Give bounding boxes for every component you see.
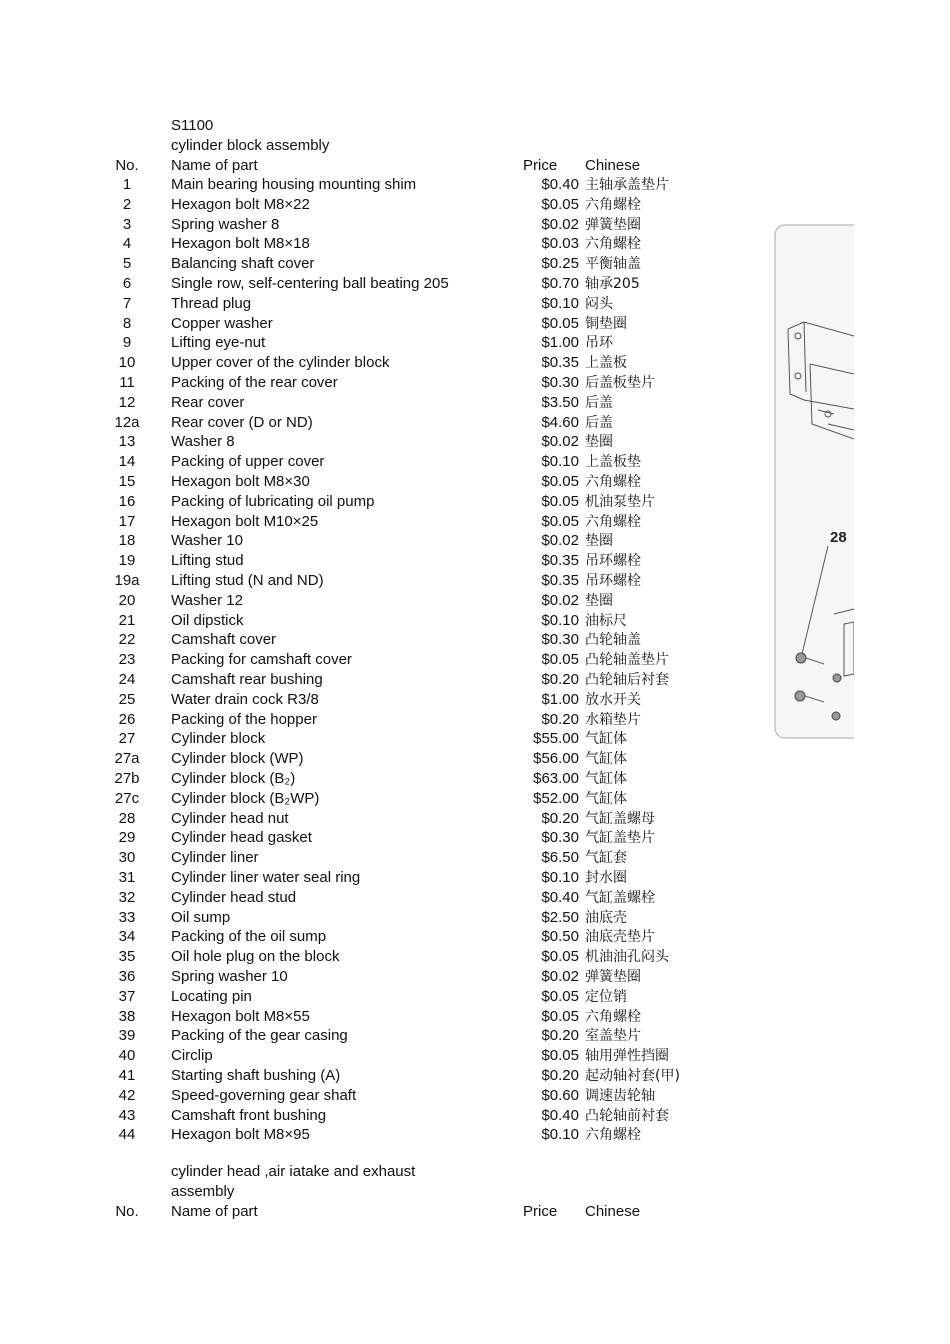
part-price: $0.70: [541, 275, 579, 292]
part-name: Spring washer 8: [171, 216, 280, 233]
part-chinese-name: 垫圈: [585, 593, 613, 609]
part-number: 19a: [114, 572, 140, 589]
part-price: $0.50: [541, 928, 579, 945]
part-chinese-name: 定位销: [585, 989, 627, 1005]
part-number: 23: [118, 651, 136, 668]
part-chinese-name: 气缸盖垫片: [585, 830, 655, 846]
part-name: Hexagon bolt M8×22: [171, 196, 310, 213]
part-number: 19: [118, 552, 136, 569]
header-name: Name of part: [171, 157, 258, 174]
part-number: 40: [118, 1047, 136, 1064]
part-number: 9: [122, 334, 132, 351]
part-price: $0.10: [541, 612, 579, 629]
part-price: $0.60: [541, 1087, 579, 1104]
part-chinese-name: 六角螺栓: [585, 474, 641, 490]
section2-header-price: Price: [523, 1203, 558, 1220]
part-chinese-name: 弹簧垫圈: [585, 969, 641, 985]
model-title: S1100: [171, 117, 214, 134]
part-name: Cylinder head stud: [171, 889, 297, 906]
part-number: 14: [118, 453, 136, 470]
part-number: 17: [118, 513, 136, 530]
part-name: Cylinder block (WP): [171, 750, 304, 767]
part-price: $0.20: [541, 711, 579, 728]
part-name: Packing of lubricating oil pump: [171, 493, 375, 510]
part-number: 42: [118, 1087, 136, 1104]
part-chinese-name: 气缸套: [585, 850, 627, 866]
part-name: Speed-governing gear shaft: [171, 1087, 357, 1104]
part-price: $0.20: [541, 810, 579, 827]
part-name: Upper cover of the cylinder block: [171, 354, 390, 371]
part-chinese-name: 气缸盖螺栓: [585, 890, 655, 906]
part-price: $0.25: [541, 255, 579, 272]
part-chinese-name: 机油泵垫片: [585, 494, 655, 510]
part-chinese-name: 凸轮轴盖: [585, 632, 641, 648]
section2-title-line2: assembly: [171, 1183, 235, 1200]
part-number: 43: [118, 1107, 136, 1124]
part-chinese-name: 起动轴衬套(甲): [585, 1068, 680, 1084]
part-chinese-name: 六角螺栓: [585, 236, 641, 252]
part-price: $0.30: [541, 374, 579, 391]
part-chinese-name: 气缸体: [585, 751, 627, 767]
part-chinese-name: 气缸盖螺母: [585, 811, 655, 827]
part-number: 12a: [114, 414, 140, 431]
part-number: 39: [118, 1027, 136, 1044]
part-chinese-name: 室盖垫片: [585, 1028, 641, 1044]
part-chinese-name: 油标尺: [585, 613, 627, 629]
part-price: $0.05: [541, 1008, 579, 1025]
part-number: 15: [118, 473, 136, 490]
part-name: Cylinder head nut: [171, 810, 289, 827]
part-number: 18: [118, 532, 136, 549]
part-chinese-name: 闷头: [585, 296, 613, 312]
part-number: 7: [122, 295, 132, 312]
part-chinese-name: 吊环螺栓: [585, 553, 641, 569]
part-number: 35: [118, 948, 136, 965]
part-number: 13: [118, 433, 136, 450]
part-number: 37: [118, 988, 136, 1005]
part-number: 28: [118, 810, 136, 827]
part-number: 44: [118, 1126, 136, 1143]
part-name: Packing of the rear cover: [171, 374, 338, 391]
part-name: Packing of the oil sump: [171, 928, 327, 945]
part-number: 32: [118, 889, 136, 906]
part-price: $0.05: [541, 948, 579, 965]
section2-header-no: No.: [115, 1203, 139, 1220]
part-price: $55.00: [533, 730, 579, 747]
part-name: Camshaft cover: [171, 631, 277, 648]
exploded-parts-diagram: [774, 224, 854, 739]
part-price: $0.40: [541, 176, 579, 193]
part-price: $0.05: [541, 1047, 579, 1064]
part-name: Balancing shaft cover: [171, 255, 315, 272]
part-chinese-name: 平衡轴盖: [585, 256, 641, 272]
part-number: 20: [118, 592, 136, 609]
part-number: 27b: [114, 770, 140, 787]
part-chinese-name: 凸轮轴盖垫片: [585, 652, 669, 668]
section2-title-line1: cylinder head ,air iatake and exhaust: [171, 1163, 416, 1180]
part-name: Camshaft rear bushing: [171, 671, 323, 688]
part-chinese-name: 后盖: [585, 415, 613, 431]
part-chinese-name: 气缸体: [585, 771, 627, 787]
part-name: Washer 10: [171, 532, 243, 549]
part-number: 27a: [114, 750, 140, 767]
part-price: $0.05: [541, 196, 579, 213]
section2-header-name: Name of part: [171, 1203, 258, 1220]
part-chinese-name: 吊环: [585, 335, 613, 351]
part-name: Washer 12: [171, 592, 243, 609]
part-name: Cylinder liner: [171, 849, 259, 866]
part-chinese-name: 六角螺栓: [585, 1009, 641, 1025]
part-chinese-name: 后盖板垫片: [585, 375, 655, 391]
part-price: $0.40: [541, 1107, 579, 1124]
part-number: 41: [118, 1067, 136, 1084]
part-number: 16: [118, 493, 136, 510]
part-price: $0.30: [541, 631, 579, 648]
part-number: 38: [118, 1008, 136, 1025]
part-number: 3: [122, 216, 132, 233]
part-chinese-name: 机油油孔闷头: [585, 949, 669, 965]
part-name: Cylinder block: [171, 730, 266, 747]
part-price: $1.00: [541, 334, 579, 351]
part-price: $0.20: [541, 1027, 579, 1044]
part-chinese-name: 凸轮轴后衬套: [585, 672, 669, 688]
part-name: Oil dipstick: [171, 612, 244, 629]
part-chinese-name: 封水圈: [585, 870, 627, 886]
part-number: 22: [118, 631, 136, 648]
part-number: 30: [118, 849, 136, 866]
part-chinese-name: 水箱垫片: [585, 712, 641, 728]
part-name: Packing for camshaft cover: [171, 651, 352, 668]
part-price: $0.20: [541, 671, 579, 688]
part-price: $0.02: [541, 216, 579, 233]
part-price: $2.50: [541, 909, 579, 926]
part-chinese-name: 调速齿轮轴: [585, 1088, 655, 1104]
part-chinese-name: 垫圈: [585, 533, 613, 549]
part-price: $0.35: [541, 572, 579, 589]
part-name: Hexagon bolt M10×25: [171, 513, 319, 530]
part-number: 27c: [114, 790, 140, 807]
part-chinese-name: 轴承205: [585, 276, 640, 292]
part-price: $0.03: [541, 235, 579, 252]
part-chinese-name: 气缸体: [585, 791, 627, 807]
part-name: Circlip: [171, 1047, 213, 1064]
part-price: $0.30: [541, 829, 579, 846]
part-price: $4.60: [541, 414, 579, 431]
part-price: $56.00: [533, 750, 579, 767]
part-price: $0.05: [541, 493, 579, 510]
part-chinese-name: 气缸体: [585, 731, 627, 747]
part-price: $0.02: [541, 968, 579, 985]
part-price: $0.10: [541, 453, 579, 470]
part-name: Hexagon bolt M8×30: [171, 473, 310, 490]
part-price: $0.10: [541, 869, 579, 886]
part-number: 1: [122, 176, 132, 193]
part-chinese-name: 弹簧垫圈: [585, 217, 641, 233]
part-name: Hexagon bolt M8×95: [171, 1126, 310, 1143]
part-chinese-name: 六角螺栓: [585, 197, 641, 213]
part-price: $0.05: [541, 988, 579, 1005]
header-no: No.: [115, 157, 139, 174]
part-price: $0.05: [541, 315, 579, 332]
part-name: Cylinder block (B₂WP): [171, 790, 320, 807]
part-name: Packing of the gear casing: [171, 1027, 348, 1044]
part-number: 36: [118, 968, 136, 985]
part-number: 34: [118, 928, 136, 945]
part-number: 26: [118, 711, 136, 728]
part-price: $0.10: [541, 295, 579, 312]
part-chinese-name: 放水开关: [585, 692, 641, 708]
part-name: Spring washer 10: [171, 968, 288, 985]
part-number: 27: [118, 730, 136, 747]
part-price: $6.50: [541, 849, 579, 866]
part-number: 33: [118, 909, 136, 926]
part-number: 8: [122, 315, 132, 332]
part-chinese-name: 轴用弹性挡圈: [585, 1048, 669, 1064]
part-number: 4: [122, 235, 132, 252]
part-price: $0.02: [541, 532, 579, 549]
part-number: 5: [122, 255, 132, 272]
part-chinese-name: 油底壳垫片: [585, 929, 655, 945]
part-price: $0.35: [541, 552, 579, 569]
part-name: Cylinder head gasket: [171, 829, 312, 846]
part-price: $1.00: [541, 691, 579, 708]
part-name: Lifting stud: [171, 552, 244, 569]
header-chinese: Chinese: [585, 157, 641, 174]
part-chinese-name: 六角螺栓: [585, 514, 641, 530]
part-name: Single row, self-centering ball beating 205: [171, 275, 449, 292]
part-name: Oil hole plug on the block: [171, 948, 340, 965]
callout-28: 28: [830, 529, 847, 546]
part-name: Starting shaft bushing (A): [171, 1067, 341, 1084]
part-name: Main bearing housing mounting shim: [171, 176, 417, 193]
part-number: 29: [118, 829, 136, 846]
part-price: $0.35: [541, 354, 579, 371]
part-name: Oil sump: [171, 909, 231, 926]
part-chinese-name: 后盖: [585, 395, 613, 411]
part-number: 24: [118, 671, 136, 688]
part-number: 2: [122, 196, 132, 213]
part-price: $0.02: [541, 433, 579, 450]
part-chinese-name: 吊环螺栓: [585, 573, 641, 589]
part-name: Rear cover: [171, 394, 245, 411]
part-number: 10: [118, 354, 136, 371]
part-chinese-name: 六角螺栓: [585, 1127, 641, 1143]
part-number: 21: [118, 612, 136, 629]
part-name: Washer 8: [171, 433, 235, 450]
section2-header-chinese: Chinese: [585, 1203, 641, 1220]
part-name: Cylinder liner water seal ring: [171, 869, 361, 886]
part-number: 12: [118, 394, 136, 411]
part-name: Camshaft front bushing: [171, 1107, 327, 1124]
part-chinese-name: 主轴承盖垫片: [585, 177, 669, 193]
part-number: 6: [122, 275, 132, 292]
part-chinese-name: 凸轮轴前衬套: [585, 1108, 669, 1124]
part-number: 11: [119, 374, 135, 391]
part-number: 31: [118, 869, 136, 886]
part-price: $0.10: [541, 1126, 579, 1143]
part-name: Water drain cock R3/8: [171, 691, 319, 708]
part-name: Copper washer: [171, 315, 273, 332]
part-price: $3.50: [541, 394, 579, 411]
part-price: $0.05: [541, 473, 579, 490]
part-name: Locating pin: [171, 988, 252, 1005]
part-chinese-name: 铜垫圈: [585, 316, 627, 332]
part-price: $0.05: [541, 513, 579, 530]
part-number: 25: [118, 691, 136, 708]
part-chinese-name: 上盖板: [585, 355, 627, 371]
section-title: cylinder block assembly: [171, 137, 330, 154]
part-name: Packing of upper cover: [171, 453, 325, 470]
part-chinese-name: 油底壳: [585, 910, 627, 926]
part-name: Hexagon bolt M8×18: [171, 235, 310, 252]
header-price: Price: [523, 157, 558, 174]
part-name: Thread plug: [171, 295, 252, 312]
part-price: $63.00: [533, 770, 579, 787]
part-name: Packing of the hopper: [171, 711, 317, 728]
part-price: $0.20: [541, 1067, 579, 1084]
part-name: Cylinder block (B₂): [171, 770, 296, 787]
part-price: $0.02: [541, 592, 579, 609]
part-chinese-name: 上盖板垫: [585, 454, 641, 470]
part-name: Hexagon bolt M8×55: [171, 1008, 310, 1025]
part-price: $0.05: [541, 651, 579, 668]
part-chinese-name: 垫圈: [585, 434, 613, 450]
part-name: Lifting stud (N and ND): [171, 572, 324, 589]
part-price: $0.40: [541, 889, 579, 906]
part-name: Lifting eye-nut: [171, 334, 266, 351]
part-name: Rear cover (D or ND): [171, 414, 313, 431]
part-price: $52.00: [533, 790, 579, 807]
